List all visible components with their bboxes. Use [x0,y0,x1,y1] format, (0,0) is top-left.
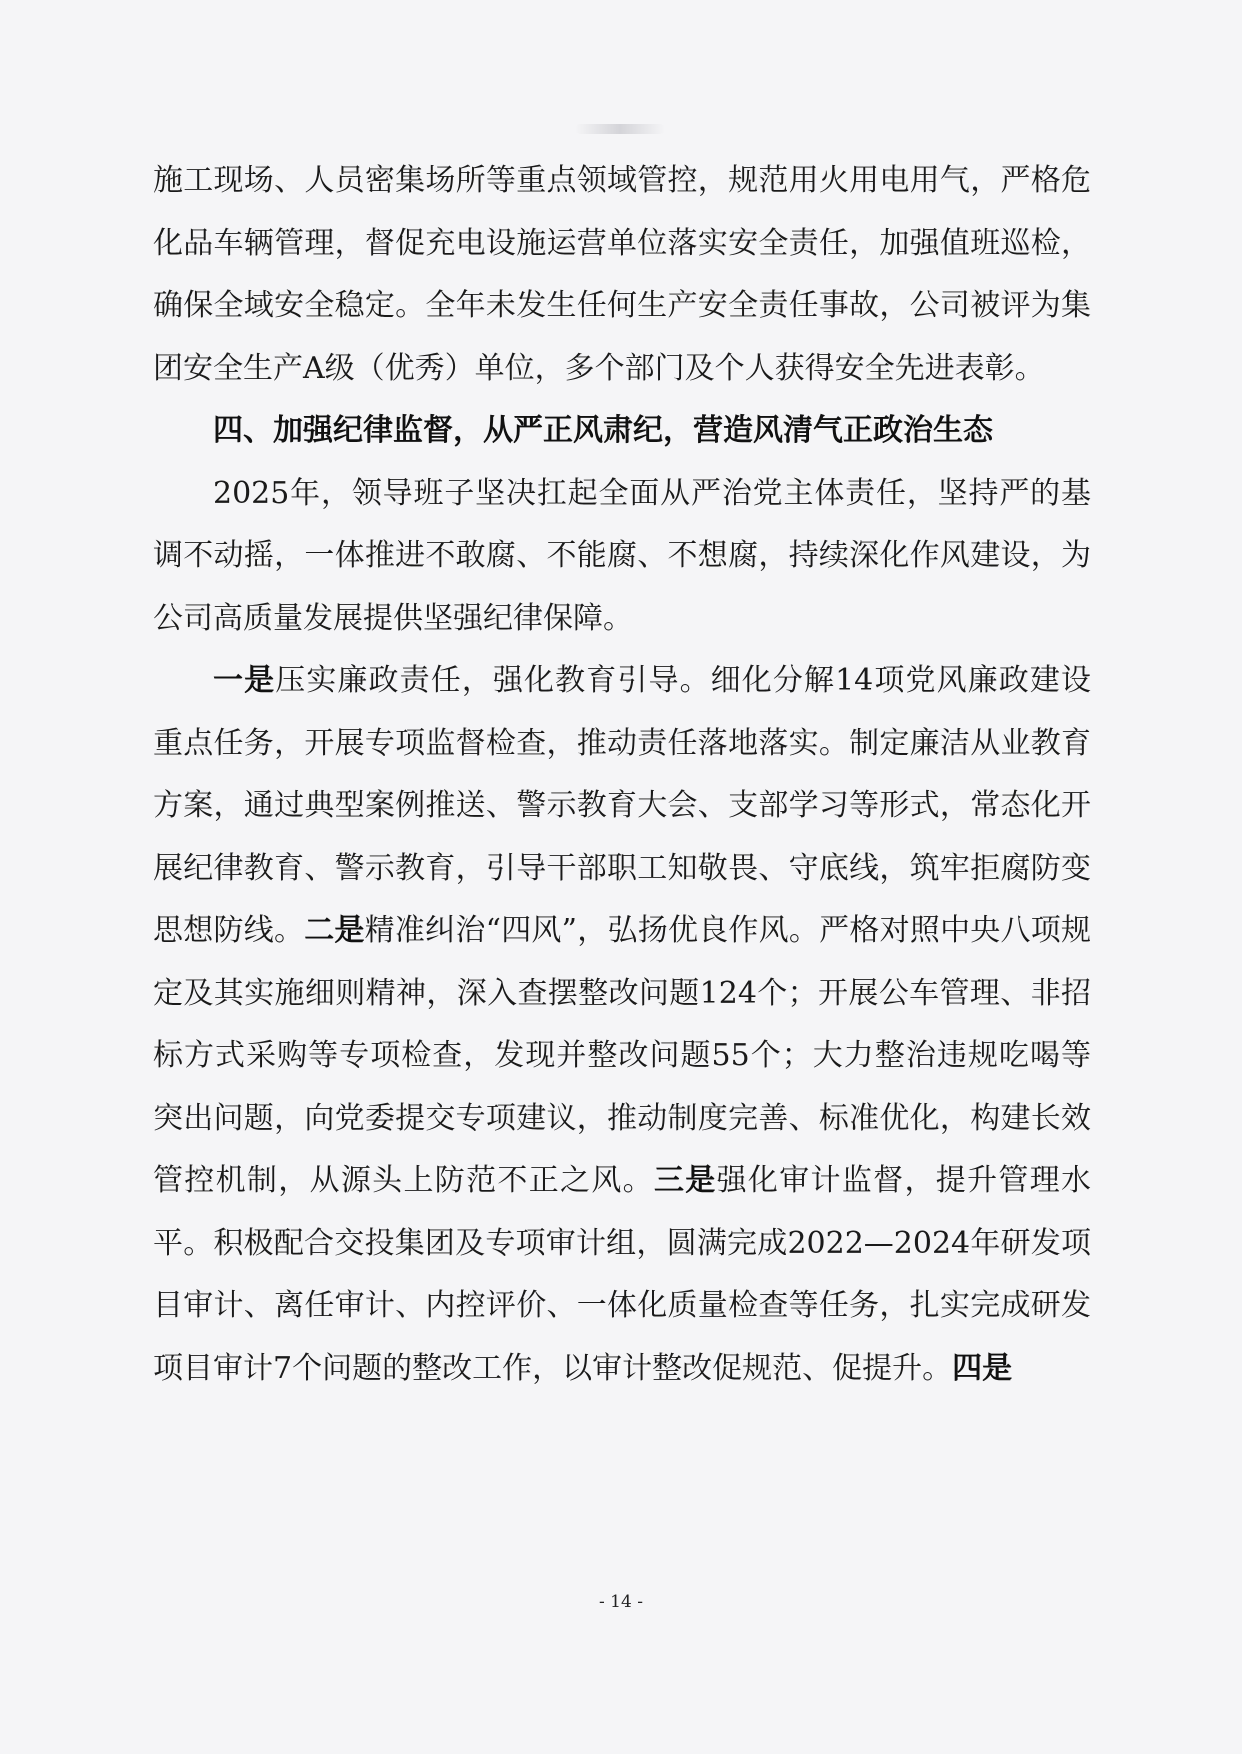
paragraph-continued: 施工现场、人员密集场所等重点领域管控，规范用火用电用气，严格危化品车辆管理，督促充电设施运营单位落实安全责任，加强值班巡检，确保全域安全稳定。全年未发生任何生产安全责任事故，公司被评为集团安全生产A级（优秀）单位，多个部门及个人获得安全先进表彰。 [153,163,1091,386]
item-3-lead: 三是 [653,1163,717,1198]
item-1-lead: 一是 [213,663,276,698]
item-3-text: 强化审计监督，提升管理水平。积极配合交投集团及专项审计组，圆满完成2022—2024年研发项目审计、离任审计、内控评价、一体化质量检查等任务，扎实完成研发项目审计7个问题的整改工作，以审计整改促规范、促提升。 [153,1163,1092,1386]
measures-paragraph [153,650,1091,1400]
item-1-text: 压实廉政责任，强化教育引导。细化分解14项党风廉政建设重点任务，开展专项监督检查，推动责任落地落实。制定廉洁从业教育方案，通过典型案例推送、警示教育大会、支部学习等形式，常态化开展纪律教育、警示教育，引导干部职工知敬畏、守底线，筑牢拒腐防变思想防线。 [153,663,1091,948]
item-2-text: 精准纠治“四风”，弘扬优良作风。严格对照中央八项规定及其实施细则精神，深入查摆整改问题124个；开展公车管理、非招标方式采购等专项检查，发现并整改问题55个；大力整治违规吃喝等突出问题，向党委提交专项建议，推动制度完善、标准优化，构建长效管控机制，从源头上防范不正之风。 [153,913,1092,1198]
scan-smudge [575,124,665,134]
page-number: - 14 - [599,1592,643,1612]
section-intro-paragraph: 2025年，领导班子坚决扛起全面从严治党主体责任，坚持严的基调不动摇，一体推进不敢腐、不能腐、不想腐，持续深化作风建设，为公司高质量发展提供坚强纪律保障。 [153,475,1091,636]
item-4-lead: 四是 [952,1350,1013,1386]
section-heading: 四、加强纪律监督，从严正风肃纪，营造风清气正政治生态 [213,413,993,448]
item-2-lead: 二是 [304,913,365,948]
document-body [153,150,1091,1400]
